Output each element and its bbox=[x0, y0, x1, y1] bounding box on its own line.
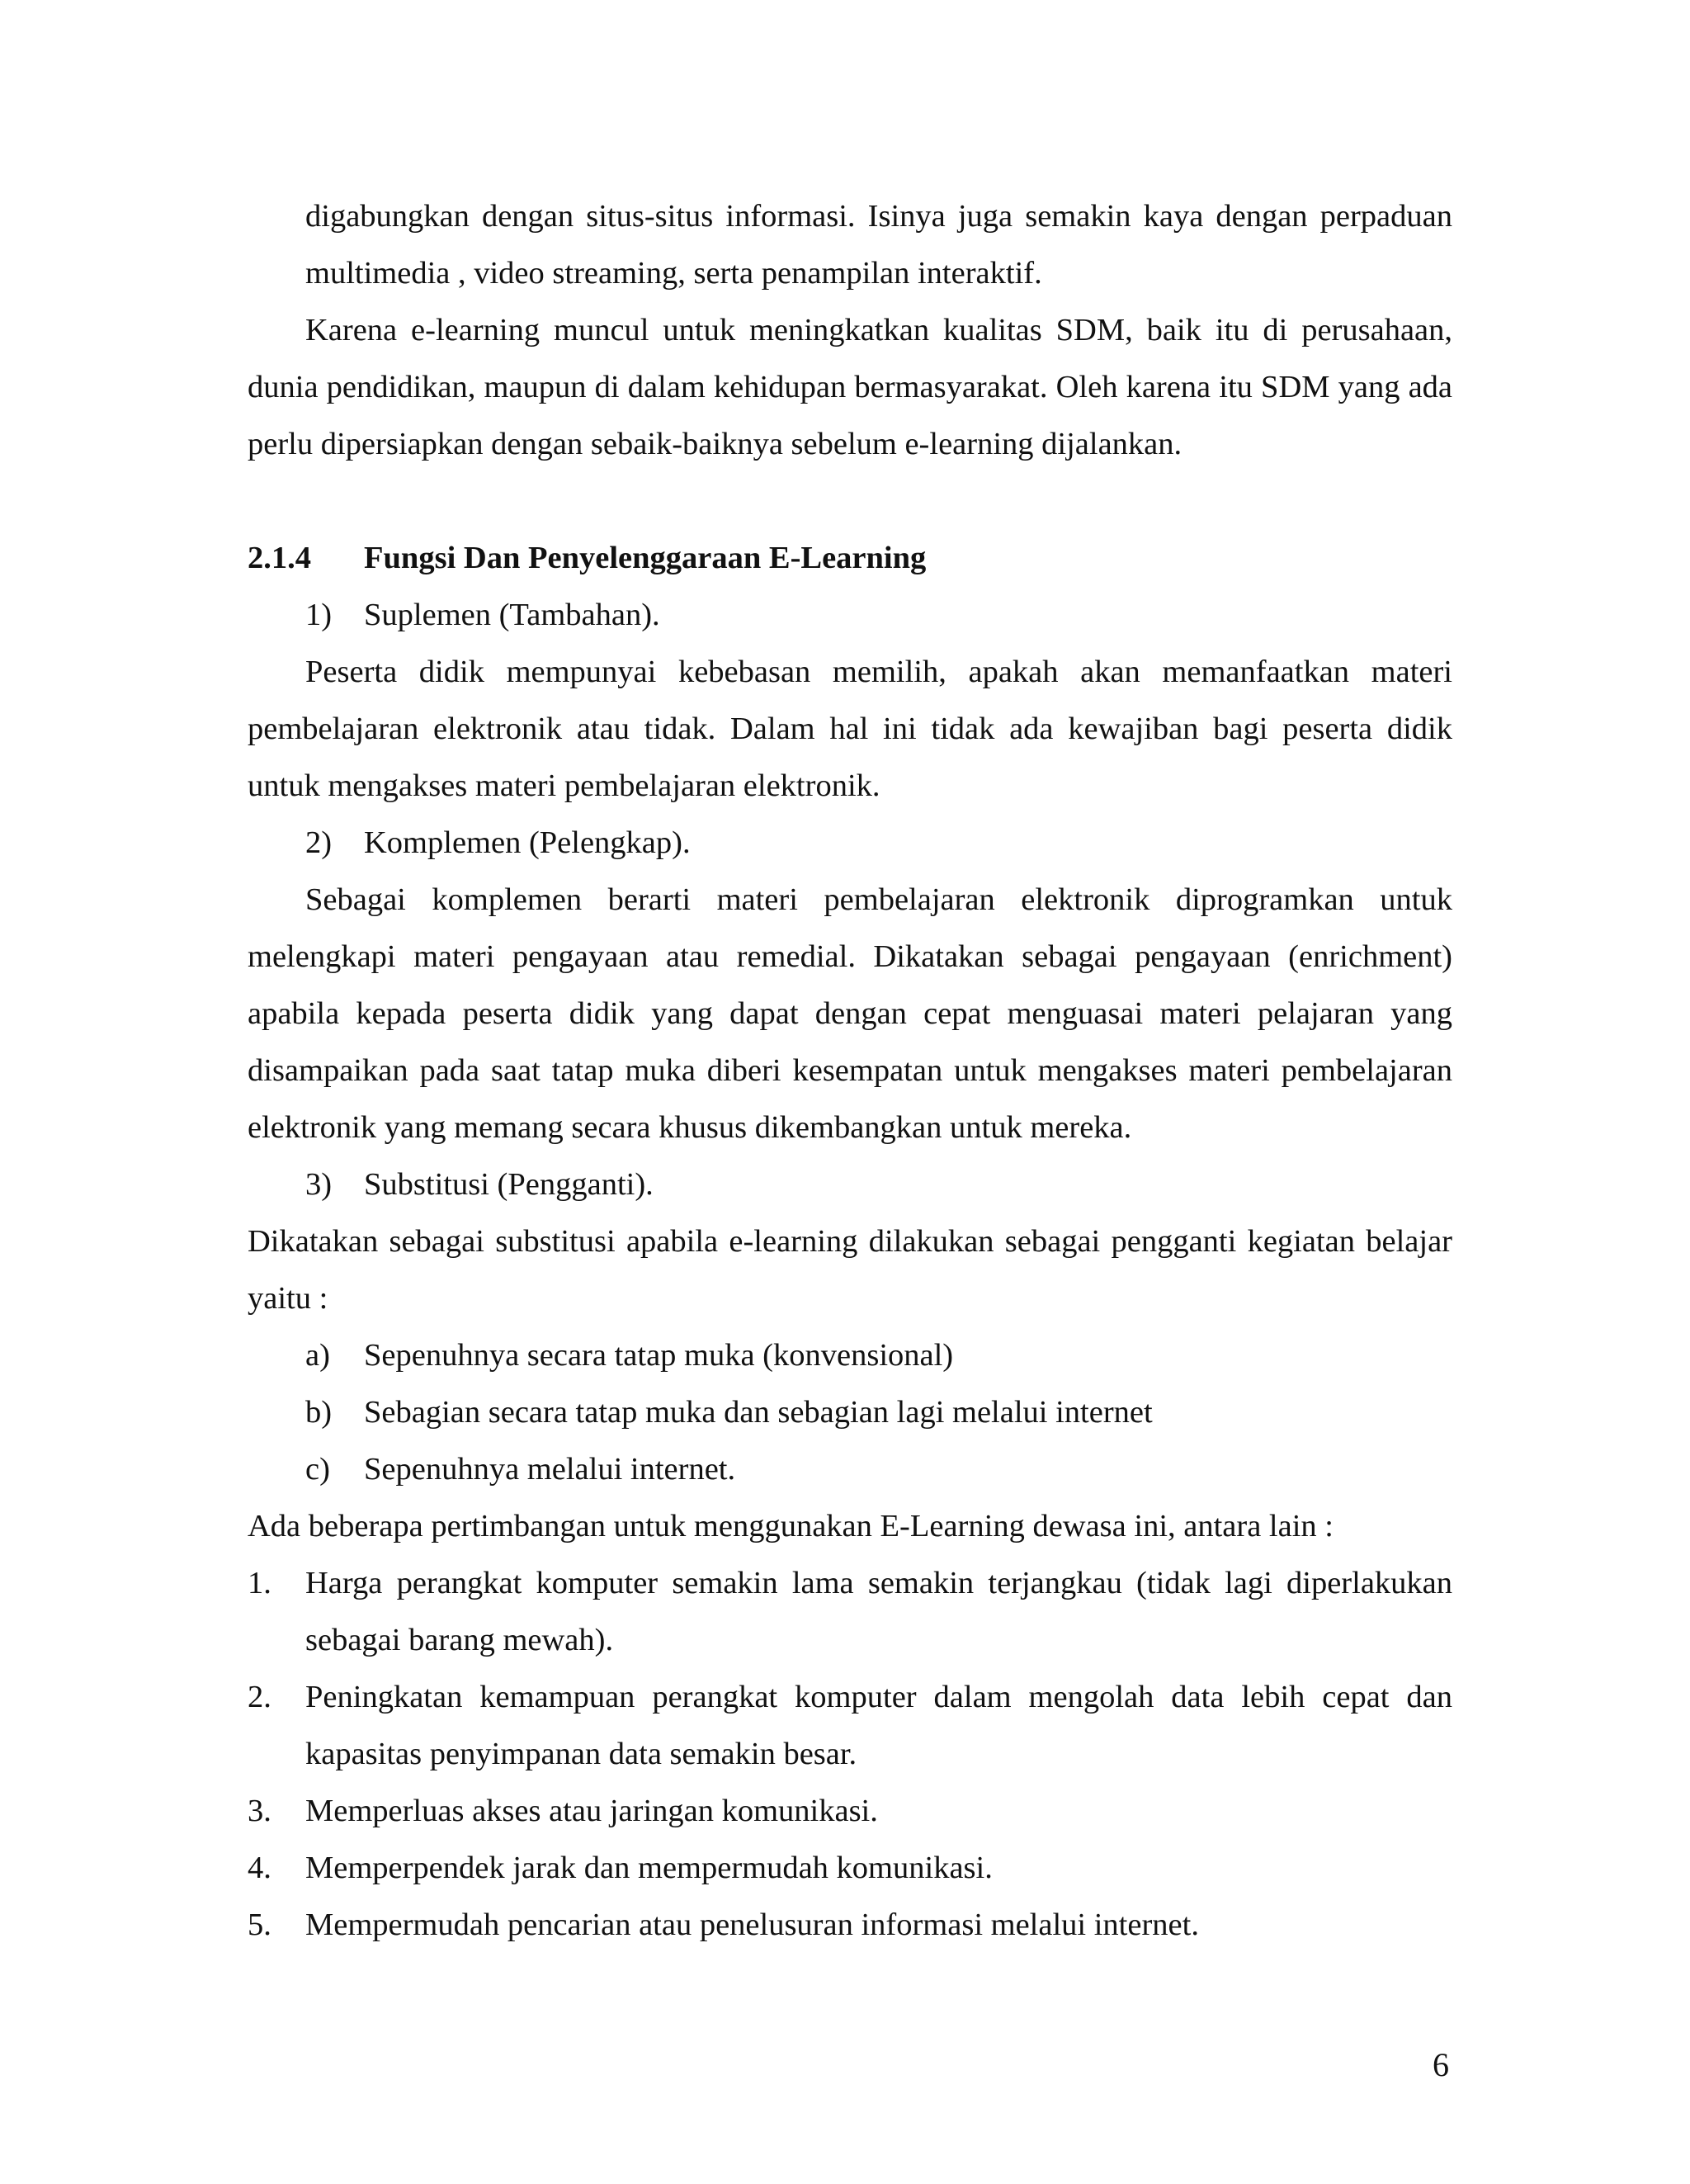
function-item bbox=[248, 587, 1452, 644]
consideration-text: Peningkatan kemampuan perangkat komputer dalam mengolah data lebih cepat dan kapasitas penyimpanan data semakin besar. bbox=[305, 1680, 1452, 1771]
option-marker: b) bbox=[305, 1395, 333, 1430]
function-marker: 1) bbox=[305, 598, 333, 632]
function-label: Komplemen (Pelengkap). bbox=[364, 825, 691, 860]
option-text: Sebagian secara tatap muka dan sebagian lagi melalui internet bbox=[364, 1395, 1153, 1430]
option-marker: c) bbox=[305, 1452, 330, 1487]
consideration-marker: 1. bbox=[248, 1566, 271, 1600]
section-number: 2.1.4 bbox=[248, 541, 311, 575]
intro-paragraph: Karena e-learning muncul untuk meningkatkan kualitas SDM, baik itu di perusahaan, dunia pendidikan, maupun di dalam kehidupan bermasyarakat. Oleh karena itu SDM yang ada perlu dipersiapkan dengan sebaik-baiknya sebelum e-learning dijalankan. bbox=[248, 313, 1452, 461]
consideration-text: Harga perangkat komputer semakin lama semakin terjangkau (tidak lagi diperlakukan sebagai barang mewah). bbox=[305, 1566, 1452, 1657]
function-body: Sebagai komplemen berarti materi pembelajaran elektronik diprogramkan untuk melengkapi materi pengayaan atau remedial. Dikatakan sebagai pengayaan (enrichment) apabila kepada peserta didik yang dapat dengan cepat menguasai materi pelajaran yang disampaikan pada saat tatap muka diberi kesempatan untuk mengakses materi pembelajaran elektronik yang memang secara khusus dikembangkan untuk mereka. bbox=[248, 882, 1452, 1145]
consideration-item bbox=[248, 1669, 1452, 1783]
function-marker: 3) bbox=[305, 1167, 333, 1202]
function-body: Dikatakan sebagai substitusi apabila e-learning dilakukan sebagai pengganti kegiatan belajar yaitu : bbox=[248, 1224, 1452, 1316]
consideration-text: Mempermudah pencarian atau penelusuran informasi melalui internet. bbox=[305, 1907, 1199, 1942]
consideration-marker: 5. bbox=[248, 1907, 271, 1942]
consideration-marker: 2. bbox=[248, 1680, 271, 1714]
consideration-item bbox=[248, 1840, 1452, 1897]
substitution-option bbox=[248, 1384, 1452, 1441]
substitution-option bbox=[248, 1441, 1452, 1498]
function-item bbox=[248, 815, 1452, 872]
page-number: 6 bbox=[1433, 2046, 1449, 2083]
function-marker: 2) bbox=[305, 825, 333, 860]
consideration-marker: 3. bbox=[248, 1794, 271, 1828]
function-label: Substitusi (Pengganti). bbox=[364, 1167, 654, 1202]
considerations-intro: Ada beberapa pertimbangan untuk menggunakan E-Learning dewasa ini, antara lain : bbox=[248, 1509, 1334, 1543]
option-text: Sepenuhnya secara tatap muka (konvensional) bbox=[364, 1338, 954, 1373]
function-label: Suplemen (Tambahan). bbox=[364, 598, 660, 632]
section-heading bbox=[248, 530, 1452, 587]
consideration-item bbox=[248, 1783, 1452, 1840]
section-title: Fungsi Dan Penyelenggaraan E-Learning bbox=[364, 541, 927, 575]
consideration-marker: 4. bbox=[248, 1851, 271, 1885]
function-item bbox=[248, 1156, 1452, 1213]
body-text bbox=[248, 188, 1452, 1954]
function-body: Peserta didik mempunyai kebebasan memilih, apakah akan memanfaatkan materi pembelajaran elektronik atau tidak. Dalam hal ini tidak ada kewajiban bagi peserta didik untuk mengakses materi pembelajaran elektronik. bbox=[248, 655, 1452, 803]
option-text: Sepenuhnya melalui internet. bbox=[364, 1452, 736, 1487]
continuation-paragraph: digabungkan dengan situs-situs informasi. Isinya juga semakin kaya dengan perpaduan multimedia , video streaming, serta penampilan interaktif. bbox=[305, 199, 1452, 291]
section-spacer bbox=[248, 473, 1452, 530]
consideration-text: Memperpendek jarak dan mempermudah komunikasi. bbox=[305, 1851, 993, 1885]
consideration-text: Memperluas akses atau jaringan komunikasi. bbox=[305, 1794, 878, 1828]
substitution-option bbox=[248, 1327, 1452, 1384]
consideration-item bbox=[248, 1897, 1452, 1954]
option-marker: a) bbox=[305, 1338, 330, 1373]
consideration-item bbox=[248, 1555, 1452, 1669]
